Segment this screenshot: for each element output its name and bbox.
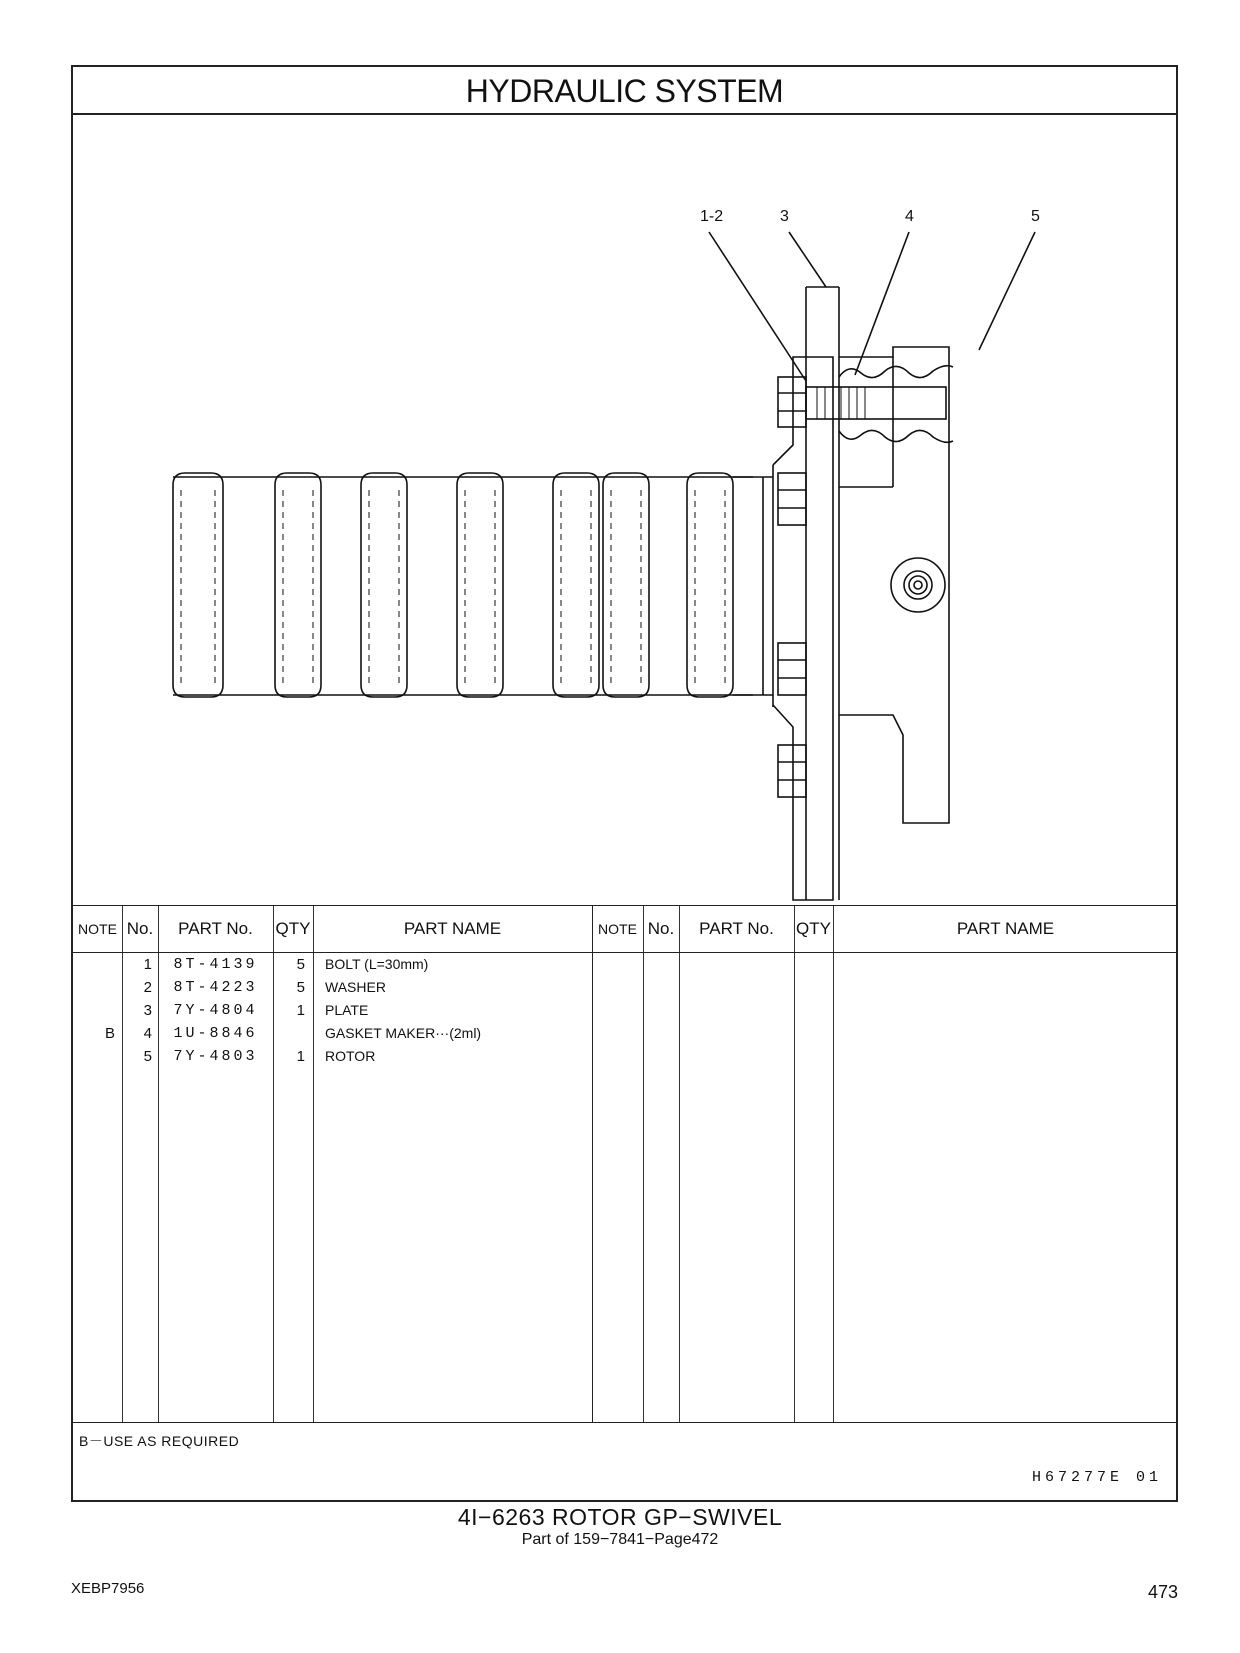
header-qty-right: QTY	[796, 919, 831, 938]
rotor-shaft	[173, 465, 773, 707]
note-cell: B	[104, 1025, 115, 1042]
part-number: 7Y-4804	[173, 1002, 258, 1019]
rotor-swivel-illustration	[73, 115, 1178, 905]
bolt-thread-section	[806, 366, 953, 443]
parts-list-table	[73, 905, 1176, 1423]
group-subcaption: Part of 159−7841−Page472	[521, 1531, 719, 1548]
note-cell	[73, 1045, 115, 1068]
header-part-name-right: PART NAME	[956, 919, 1055, 938]
part-number: 7Y-4803	[173, 1048, 258, 1065]
callout-label-1-2: 1-2	[700, 208, 724, 225]
part-number: 8T-4139	[173, 956, 258, 973]
leader-line-3	[789, 232, 826, 287]
item-number: 1	[143, 956, 152, 973]
header-no-right: No.	[647, 919, 675, 938]
part-number: 1U-8846	[173, 1025, 258, 1042]
col-divider	[833, 906, 834, 1422]
quantity	[273, 1022, 305, 1045]
document-id: XEBP7956	[71, 1580, 145, 1597]
col-divider	[679, 906, 680, 1422]
parts-page-frame	[71, 65, 1178, 1502]
part-name: GASKET MAKER···(2ml)	[325, 1025, 482, 1041]
col-divider	[643, 906, 644, 1422]
header-part-name: PART NAME	[403, 919, 502, 938]
section-title: HYDRAULIC SYSTEM	[73, 67, 1176, 115]
header-part-no-right: PART No.	[699, 919, 774, 938]
part-name: PLATE	[325, 1002, 369, 1018]
part-name: WASHER	[325, 979, 386, 995]
table-half-divider	[592, 906, 593, 1422]
header-qty: QTY	[275, 919, 311, 938]
part-name: BOLT (L=30mm)	[325, 956, 429, 972]
callout-label-3: 3	[780, 208, 789, 225]
leader-line-1-2	[709, 232, 806, 381]
footnote: B－USE AS REQUIRED	[79, 1433, 240, 1449]
quantity: 5	[296, 956, 305, 973]
item-number: 5	[143, 1048, 152, 1065]
group-caption: 4I−6263 ROTOR GP−SWIVEL	[457, 1504, 783, 1530]
part-number: 8T-4223	[173, 979, 258, 996]
col-divider	[794, 906, 795, 1422]
item-number: 3	[143, 1002, 152, 1019]
header-note-right: NOTE	[598, 921, 637, 937]
exploded-parts-drawing	[73, 115, 1176, 905]
quantity: 5	[296, 979, 305, 996]
part-name: ROTOR	[325, 1048, 376, 1064]
leader-line-4	[855, 232, 909, 375]
note-cell	[73, 999, 115, 1022]
item-number: 4	[143, 1025, 152, 1042]
note-cell	[73, 953, 115, 976]
reference-code: H67277E 01	[1031, 1469, 1162, 1486]
header-note: NOTE	[78, 921, 117, 937]
leader-line-5	[979, 232, 1035, 350]
header-part-no: PART No.	[178, 919, 253, 938]
item-number: 2	[143, 979, 152, 996]
callout-label-5: 5	[1031, 208, 1040, 225]
quantity: 1	[296, 1002, 305, 1019]
header-no: No.	[126, 919, 154, 938]
callout-label-4: 4	[905, 208, 914, 225]
bolt-heads	[778, 377, 806, 797]
page-number: 473	[1147, 1582, 1178, 1602]
note-cell	[73, 976, 115, 999]
quantity: 1	[296, 1048, 305, 1065]
col-divider	[313, 906, 314, 1422]
